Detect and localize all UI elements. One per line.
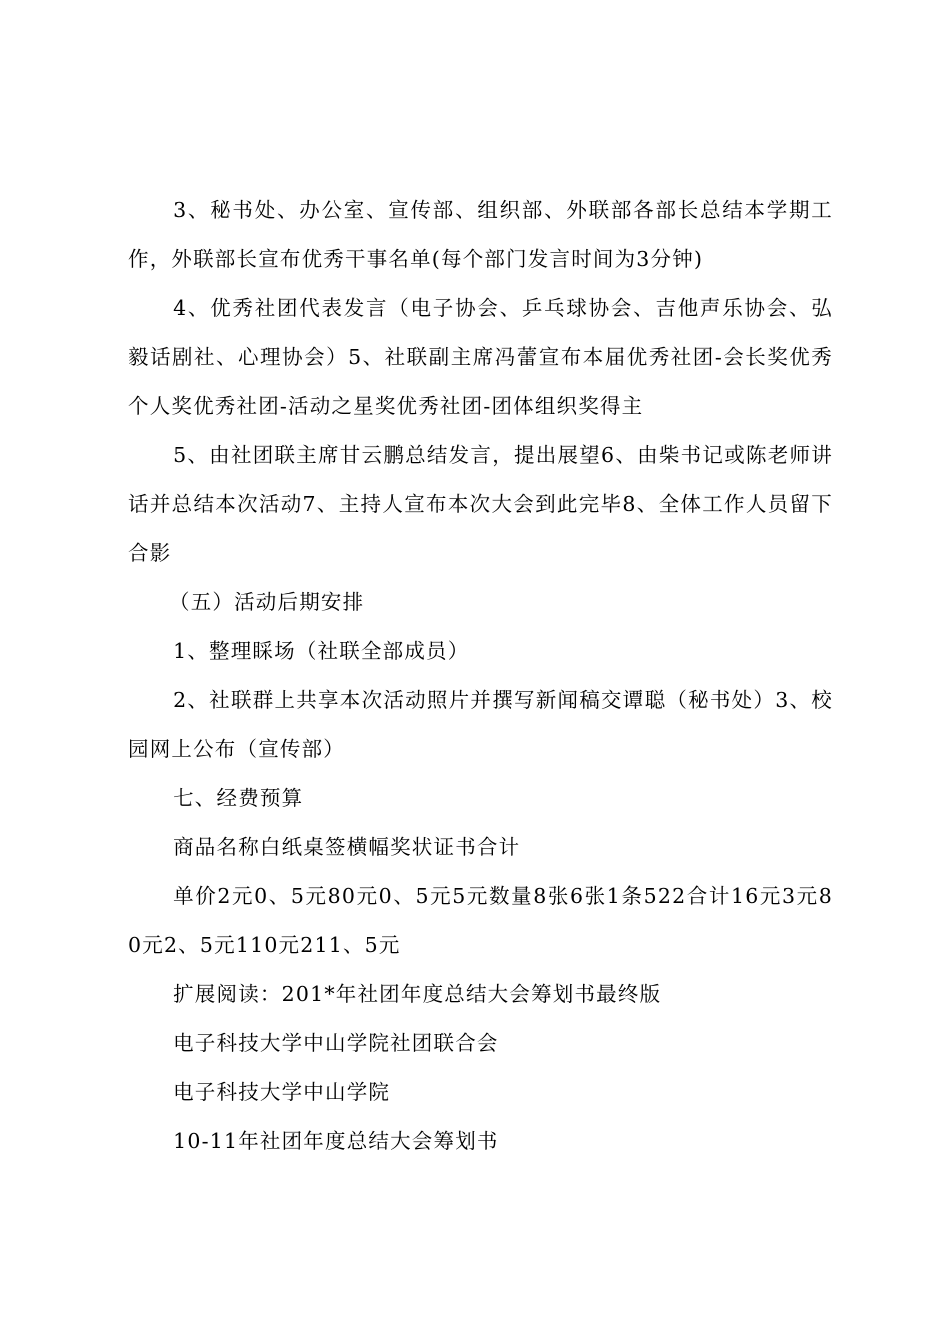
section-heading-budget: 七、经费预算: [173, 786, 304, 810]
paragraph-org-name: 电子科技大学中山学院社团联合会: [173, 1031, 499, 1055]
paragraph-extended-reading: 扩展阅读：201*年社团年度总结大会筹划书最终版: [173, 982, 662, 1006]
section-heading-post-activity: （五）活动后期安排: [169, 590, 365, 614]
document-body: [128, 186, 833, 1166]
paragraph-photo-sharing: 2、社联群上共享本次活动照片并撰写新闻稿交谭聪（秘书处）3、校园网上公布（宣传部）: [128, 688, 833, 761]
paragraph-budget-prices: 单价2元0、5元80元0、5元5元数量8张6张1条522合计16元3元80元2、5元110元211、5元: [128, 884, 833, 957]
paragraph-chairman-summary: 5、由社团联主席甘云鹏总结发言，提出展望6、由柴书记或陈老师讲话并总结本次活动7、主持人宣布本次大会到此完毕8、全体工作人员留下合影: [128, 443, 833, 565]
paragraph-cleanup: 1、整理睬场（社联全部成员）: [173, 639, 470, 663]
paragraph-plan-title: 10-11年社团年度总结大会筹划书: [173, 1129, 499, 1153]
paragraph-school-name: 电子科技大学中山学院: [173, 1080, 391, 1104]
paragraph-budget-items: 商品名称白纸桌签横幅奖状证书合计: [173, 835, 521, 859]
paragraph-club-speeches: 4、优秀社团代表发言（电子协会、乒乓球协会、吉他声乐协会、弘毅话剧社、心理协会）5、社联副主席冯蕾宣布本届优秀社团-会长奖优秀个人奖优秀社团-活动之星奖优秀社团-团体组织奖得主: [128, 296, 833, 418]
paragraph-dept-summary: 3、秘书处、办公室、宣传部、组织部、外联部各部长总结本学期工作，外联部长宣布优秀干事名单(每个部门发言时间为3分钟): [128, 198, 833, 271]
